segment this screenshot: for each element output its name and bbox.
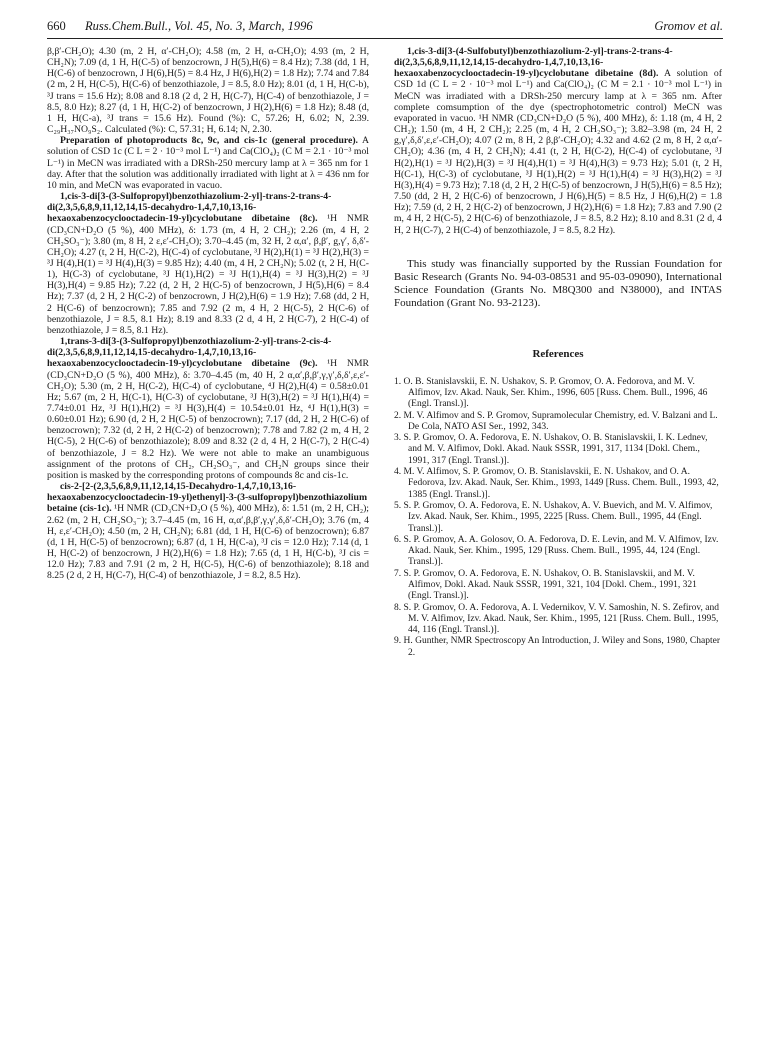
reference-item: 1. O. B. Stanislavskii, E. N. Ushakov, S. P. Gromov, O. A. Fedorova, and M. V. Alfimov, Izv. Akad. Nauk, Ser. Khim., 1996, 605 [Russ. Chem. Bull., 1996, 46 (Engl. Transl.)].	[394, 376, 708, 410]
paragraph-compound-9c	[47, 336, 369, 481]
paragraph-compound-8d	[394, 46, 722, 236]
reference-item: 7. S. P. Gromov, O. A. Fedorova, E. N. Ushakov, O. B. Stanislavskii, and M. V. Alfimov, Dokl. Akad. Nauk SSSR, 1991, 321, 104 [Dokl. Chem., 1991, 321 (Engl. Transl.)].	[394, 568, 697, 602]
compound-text: ¹H NMR (CD₃CN+D₂O (5 %), 400 MHz), δ: 1.51 (m, 2 H, CH₂); 2.62 (m, 2 H, CH₂SO₃⁻); 3.7–4.45 (m, 16 H, α,α′,β,β′,γ,γ′,δ,δ′-CH₂O); 3.76 (m, 4 H, ε,ε′-CH₂O); 4.50 (m, 2 H, CH₂N); 6.81 (dd, 1 H, H(C-6) of benzocrown); 6.87 (d, 1 H, H(C-5) of benzocrown); 6.87 (d, 1 H, H(C-a), ³J cis = 12.0 Hz); 7.14 (d, 1 H, H(C-2) of benzocrown, J H(2),H(6) = 1.8 Hz); 7.65 (d, 1 H, H(C-b), ³J cis = 12.0 Hz); 7.83 and 7.91 (2 m, 2 H, H(C-5), H(C-6) of benzothiazole); 8.18 and 8.25 (2 d, 2 H, H(C-7), H(C-4) of benzothiazole, J = 8.2, 8.5 Hz).	[47, 503, 369, 582]
paragraph-text: A solution of CSD 1c (C L = 2 · 10⁻³ mol L⁻¹) and Ca(ClO₄)₂ (C M = 2.1 · 10⁻³ mol L⁻¹) in MeCN was irradiated with a DRSh-250 mercury lamp at λ = 365 nm for 1 day. After that the solution was additionally irradiated with light at λ = 436 nm for 10 min, and MeCN was evaporated in vacuo.	[47, 135, 369, 191]
journal-citation: Russ.Chem.Bull., Vol. 45, No. 3, March, 1996	[85, 19, 313, 33]
reference-item: 8. S. P. Gromov, O. A. Fedorova, A. I. Vedernikov, V. V. Samoshin, N. S. Zefirov, and M. V. Alfimov, Izv. Akad. Nauk, Ser. Khim., 1995, 121 [Russ. Chem. Bull., 1995, 44, 116 (Engl. Transl.)].	[394, 602, 720, 636]
paragraph-compound-cis-1c	[47, 481, 369, 581]
left-column	[47, 46, 369, 582]
right-column	[394, 46, 722, 659]
references-list	[394, 377, 722, 659]
acknowledgment: This study was financially supported by the Russian Foundation for Basic Research (Grants No. 94-03-08531 and 95-03-09090), International Science Foundation (Grants No. M8Q300 and N38000), and INTAS Foundation (Grant No. 93-2123).	[394, 257, 722, 309]
page-number: 660	[47, 19, 66, 33]
compound-heading: cis-2-[2-(2,3,5,6,8,9,11,12,14,15-Decahydro-1,4,7,10,13,16-hexaoxabenzocyclooctadecin-19-yl)ethenyl]-3-(3-sulfopropyl)benzothiazolium betaine (cis-1c).	[47, 481, 368, 515]
paragraph-heading: Preparation of photoproducts 8c, 9c, and cis-1c (general procedure).	[60, 135, 358, 147]
compound-heading: 1,trans-3-di[3-(3-Sulfopropyl)benzothiazolium-2-yl]-trans-2-cis-4-di(2,3,5,6,8,9,11,12,14,15-decahydro-1,4,7,10,13,16-hexaoxabenzocyclooctadecin-19-yl)cyclobutane dibetaine (9c).	[47, 336, 332, 370]
reference-item: 3. S. P. Gromov, O. A. Fedorova, E. N. Ushakov, O. B. Stanislavskii, I. K. Lednev, and M. V. Alfimov, Dokl. Akad. Nauk SSSR, 1991, 317, 1134 [Dokl. Chem., 1991, 317 (Engl. Transl.)].	[394, 433, 708, 466]
compound-text: ¹H NMR (CD₃CN+D₂O (5 %), 400 MHz), δ: 1.73 (m, 4 H, 2 CH₂); 2.26 (m, 4 H, 2 CH₂SO₃⁻); 3.80 (m, 8 H, 2 ε,ε′-CH₂O); 3.70–4.45 (m, 32 H, 2 α,α′, β,β′, g,γ′, δ,δ′-CH₂O); 4.27 (t, 2 H, H(C-2), H(C-4) of cyclobutane, ³J H(2),H(1) = ³J H(2),H(3) = ³J H(4),H(1) = ³J H(4),H(3) = 9.85 Hz); 4.40 (m, 4 H, 2 CH₂N); 5.02 (t, 2 H, H(C-1), H(C-3) of cyclobutane, ³J H(1),H(2) = ³J H(1),H(4) = ³J H(3),H(2) = ³J H(3),H(4) = 9.85 Hz); 7.22 (d, 2 H, 2 H(C-5) of benzocrown, J H(5),H(6) = 8.4 Hz); 7.37 (d, 2 H, 2 H(C-2) of benzocrown, J H(2),H(6) = 1.9 Hz); 7.68 (dd, 2 H, 2 H(C-6) of benzocrown); 7.85 and 7.92 (2 m, 4 H, 2 H(C-5), 2 H(C-6) of benzothiazole, J = 8.5, 8.1 Hz); 8.19 and 8.33 (2 d, 4 H, 2 H(C-7), 2 H(C-4) of benzothiazole, J = 8.5, 8.1 Hz).	[47, 213, 369, 336]
references-heading: References	[532, 347, 584, 360]
reference-item: 9. H. Gunther, NMR Spectroscopy An Introduction, J. Wiley and Sons, 1980, Chapter 2.	[394, 636, 720, 658]
reference-item: 5. S. P. Gromov, O. A. Fedorova, E. N. Ushakov, A. V. Buevich, and M. V. Alfimov, Izv. Akad. Nauk, Ser. Khim., 1995, 2225 [Russ. Chem. Bull., 1995, 44 (Engl. Transl.)].	[394, 500, 713, 534]
page-header	[47, 16, 723, 39]
paragraph-nmr-continued: β,β′-CH₂O); 4.30 (m, 2 H, α′-CH₂O); 4.58 (m, 2 H, α-CH₂O); 4.93 (m, 2 H, CH₂N); 7.09 (d, 1 H, H(C-5) of benzocrown, J H(5),H(6) = 8.4 Hz); 7.38 (dd, 1 H, H(C-6) of benzocrown, J H(6),H(5) = 8.4 Hz, J H(6),H(2) = 1.8 Hz); 7.74 and 7.84 (2 m, 2 H, H(C-5), H(C-6) of benzothiazole, J = 8.5, 8.0 Hz); 8.01 (d, 1 H, H(C-b), ³J trans = 15.6 Hz); 8.08 and 8.18 (2 d, 2 H, H(C-7), H(C-4) of benzothiazole, J = 8.5, 8.0 Hz); 8.27 (d, 1 H, H(C-2) of benzocrown, J H(2),H(6) = 1.8 Hz); 8.48 (d, 1 H, H(C-a), ³J trans = 15.6 Hz). Found (%): C, 57.26; H, 6.02; N, 2.39. C₂₉H₃₇NO₉S₂. Calculated (%): C, 57.31; H, 6.14; N, 2.30.	[47, 46, 369, 136]
running-authors: Gromov et al.	[654, 19, 723, 33]
compound-text: A solution of CSD 1d (C L = 2 · 10⁻³ mol L⁻¹) and Ca(ClO₄)₂ (C M = 2.1 · 10⁻³ mol L⁻¹) in MeCN was irradiated with a DRSh-250 mercury lamp at λ = 365 nm. After complete comsumption of the dye (spectrophotometric control) MeCN was evaporated in vacuo. ¹H NMR (CD₃CN+D₂O (5 %), 400 MHz), δ: 1.18 (m, 4 H, 2 CH₂); 1.50 (m, 4 H, 2 CH₂); 2.25 (m, 4 H, 2 CH₂SO₃⁻); 3.82–3.98 (m, 24 H, 2 g,γ′,δ,δ′,ε,ε′-CH₂O); 4.07 (2 m, 8 H, 2 β,β′-CH₂O); 4.32 and 4.62 (2 m, 8 H, 2 α,α′-CH₂O); 4.36 (m, 4 H, 2 CH₂N); 4.41 (t, 2 H, H(C-2), H(C-4) of cyclobutane, ³J H(2),H(1) = ³J H(2),H(3) = ³J H(4),H(1) = ³J H(4),H(3) = 9.73 Hz); 5.01 (t, 2 H, H(C-1), H(C-3) of cyclobutane, ³J H(1),H(2) = ³J H(1),H(4) = ³J H(3),H(2) = ³J H(3),H(4) = 9.73 Hz); 7.18 (d, 2 H, 2 H(C-5) of benzocrown, J H(5),H(6) = 8.5 Hz); 7.50 (dd, 2 H, 2 H(C-6) of benzocrown, J H(6),H(5) = 8.5 Hz, J H(6),H(2) = 1.8 Hz); 7.59 (d, 2 H, 2 H(C-2) of benzocrown, J H(2),H(6) = 1.8 Hz); 7.83 and 7.90 (2 m, 4 H, 2 H(C-5), 2 H(C-6) of benzothiazole, J = 8.5, 8.2 Hz); 8.10 and 8.31 (2 d, 4 H, 2 H(C-7), 2 H(C-4) of benzothiazole, J = 8.5, 8.2 Hz).	[394, 68, 722, 236]
paragraph-photoproducts	[47, 135, 369, 191]
reference-item: 4. M. V. Alfimov, S. P. Gromov, O. B. Stanislavskii, E. N. Ushakov, and O. A. Fedorova, Izv. Akad. Nauk, Ser. Khim., 1993, 1449 [Russ. Chem. Bull., 1993, 42, 1385 (Engl. Transl.)].	[394, 467, 719, 500]
compound-text: ¹H NMR (CD₃CN+D₂O (5 %), 400 MHz), δ: 3.70–4.45 (m, 40 H, 2 α,α′,β,β′,γ,γ′,δ,δ′,ε,ε′-CH₂O); 5.30 (m, 2 H, H(C-2), H(C-4) of cyclobutane, ⁴J H(2),H(4) = 0.58±0.01 Hz; 5.67 (m, 2 H, H(C-1), H(C-3) of cyclobutane, ³J H(3),H(2) = ³J H(1),H(4) = 7.74±0.01 Hz, ³J H(1),H(2) = ³J H(3),H(4) = 10.54±0.01 Hz, ⁴J H(1),H(3) = 0.60±0.01 Hz); 6.90 (d, 2 H, 2 H(C-5) of benzocrown); 7.17 (dd, 2 H, 2 H(C-6) of benzocrown); 7.32 (d, 2 H, 2 H(C-2) of benzocrown); 7.78 and 7.82 (2 m, 4 H, 2 H(C-5), 2 H(C-6) of benzothiazole); 8.09 and 8.32 (2 d, 4 H, 2 H(C-7), 2 H(C-4) of benzothiazole, J = 8.2 Hz). We were not able to make an unambiguous assignment of the protons of CH₂, CH₂SO₃⁻, and CH₂N groups since their position is masked by the corresponding protons of compounds 8c and cis-1c.	[47, 358, 369, 481]
reference-item: 6. S. P. Gromov, A. A. Golosov, O. A. Fedorova, D. E. Levin, and M. V. Alfimov, Izv. Akad. Nauk, Ser. Khim., 1995, 129 [Russ. Chem. Bull., 1995, 44, 124 (Engl. Transl.)].	[394, 534, 719, 568]
compound-heading: 1,cis-3-di[3-(4-Sulfobutyl)benzothiazolium-2-yl]-trans-2-trans-4-di(2,3,5,6,8,9,11,12,14,15-decahydro-1,4,7,10,13,16-hexaoxabenzocyclooctadecin-19-yl)cyclobutane dibetaine (8d).	[394, 46, 673, 80]
compound-heading: 1,cis-3-di[3-(3-Sulfopropyl)benzothiazolium-2-yl]-trans-2-trans-4-di(2,3,5,6,8,9,11,12,14,15-decahydro-1,4,7,10,13,16-hexaoxabenzocyclooctadecin-19-yl)cyclobutane dibetaine (8c).	[47, 191, 332, 225]
reference-item: 2. M. V. Alfimov and S. P. Gromov, Supramolecular Chemistry, ed. V. Balzani and L. De Cola, NATO ASI Ser., 1992, 343.	[394, 410, 718, 432]
paragraph-compound-8c	[47, 191, 369, 336]
